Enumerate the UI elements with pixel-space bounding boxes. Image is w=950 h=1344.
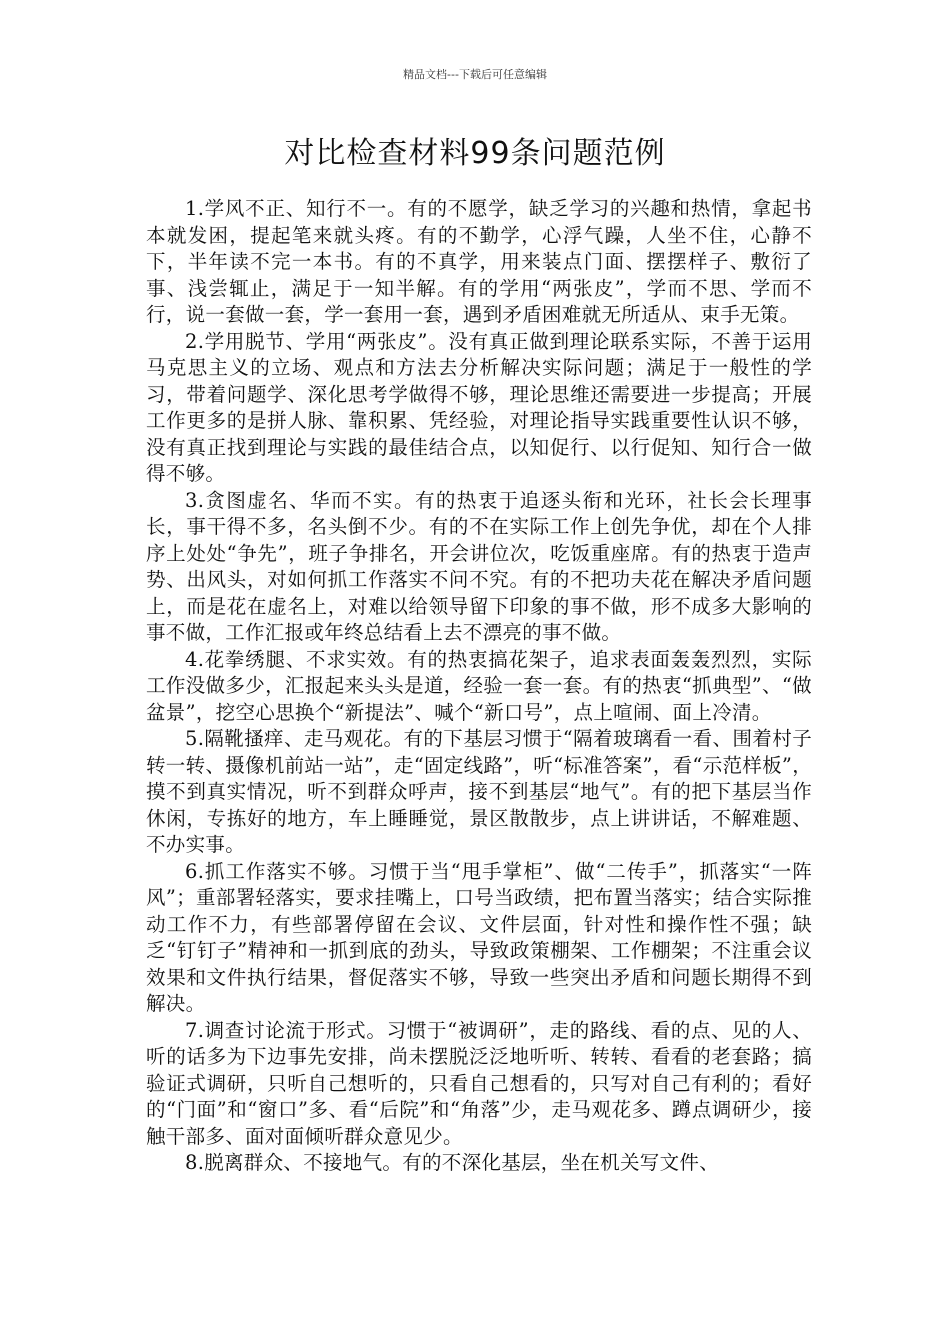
paragraph-3: 3.贪图虚名、华而不实。有的热衷于追逐头衔和光环，社长会长理事长，事干得不多，名头倒不少。有的不在实际工作上创先争优，却在个人排序上处处“争先”，班子争排名，开会讲位次，吃饭重座席。有的热衷于造声势、出风头，对如何抓工作落实不问不究。有的不把功夫花在解决矛盾问题上，而是花在虚名上，对难以给领导留下印象的事不做，形不成多大影响的事不做，工作汇报或年终总结看上去不漂亮的事不做。 (146, 488, 812, 644)
page-header-note: 精品文档---下载后可任意编辑 (403, 68, 547, 81)
paragraph-1: 1.学风不正、知行不一。有的不愿学，缺乏学习的兴趣和热情，拿起书本就发困，提起笔来就头疼。有的不勤学，心浮气躁，人坐不住，心静不下，半年读不完一本书。有的不真学，用来装点门面、摆摆样子、敷衍了事、浅尝辄止，满足于一知半解。有的学用“两张皮”，学而不思、学而不行，说一套做一套，学一套用一套，遇到矛盾困难就无所适从、束手无策。 (146, 197, 812, 326)
paragraph-4: 4.花拳绣腿、不求实效。有的热衷搞花架子，追求表面轰轰烈烈，实际工作没做多少，汇报起来头头是道，经验一套一套。有的热衷“抓典型”、“做盆景”，挖空心思换个“新提法”、喊个“新口号”，点上喧闹、面上冷清。 (146, 647, 812, 724)
paragraph-6: 6.抓工作落实不够。习惯于当“甩手掌柜”、做“二传手”，抓落实“一阵风”；重部署轻落实，要求挂嘴上，口号当政绩，把布置当落实；结合实际推动工作不力，有些部署停留在会议、文件层面，针对性和操作性不强；缺乏“钉钉子”精神和一抓到底的劲头，导致政策棚架、工作棚架；不注重会议效果和文件执行结果，督促落实不够，导致一些突出矛盾和问题长期得不到解决。 (146, 859, 812, 1015)
paragraph-8: 8.脱离群众、不接地气。有的不深化基层，坐在机关写文件、 (185, 1151, 720, 1174)
document-body (146, 196, 812, 1177)
paragraph-5: 5.隔靴搔痒、走马观花。有的下基层习惯于“隔着玻璃看一看、围着村子转一转、摄像机前站一站”，走“固定线路”，听“标准答案”，看“示范样板”，摸不到真实情况，听不到群众呼声，接不到基层“地气”。有的把下基层当作休闲，专拣好的地方，车上睡睡觉，景区散散步，点上讲讲话，不解难题、不办实事。 (146, 727, 812, 856)
paragraph-7: 7.调查讨论流于形式。习惯于“被调研”，走的路线、看的点、见的人、听的话多为下边事先安排，尚未摆脱泛泛地听听、转转、看看的老套路；搞验证式调研，只听自己想听的，只看自己想看的，只写对自己有利的；看好的“门面”和“窗口”多、看“后院”和“角落”少，走马观花多、蹲点调研少，接触干部多、面对面倾听群众意见少。 (146, 1018, 812, 1148)
paragraph-2: 2.学用脱节、学用“两张皮”。没有真正做到理论联系实际，不善于运用马克思主义的立场、观点和方法去分析解决实际问题；满足于一般性的学习，带着问题学、深化思考学做得不够，理论思维还需要进一步提高；开展工作更多的是拼人脉、靠积累、凭经验，对理论指导实践重要性认识不够，没有真正找到理论与实践的最佳结合点，以知促行、以行促知、知行合一做得不够。 (146, 329, 812, 485)
document-title: 对比检查材料99条问题范例 (284, 136, 666, 171)
